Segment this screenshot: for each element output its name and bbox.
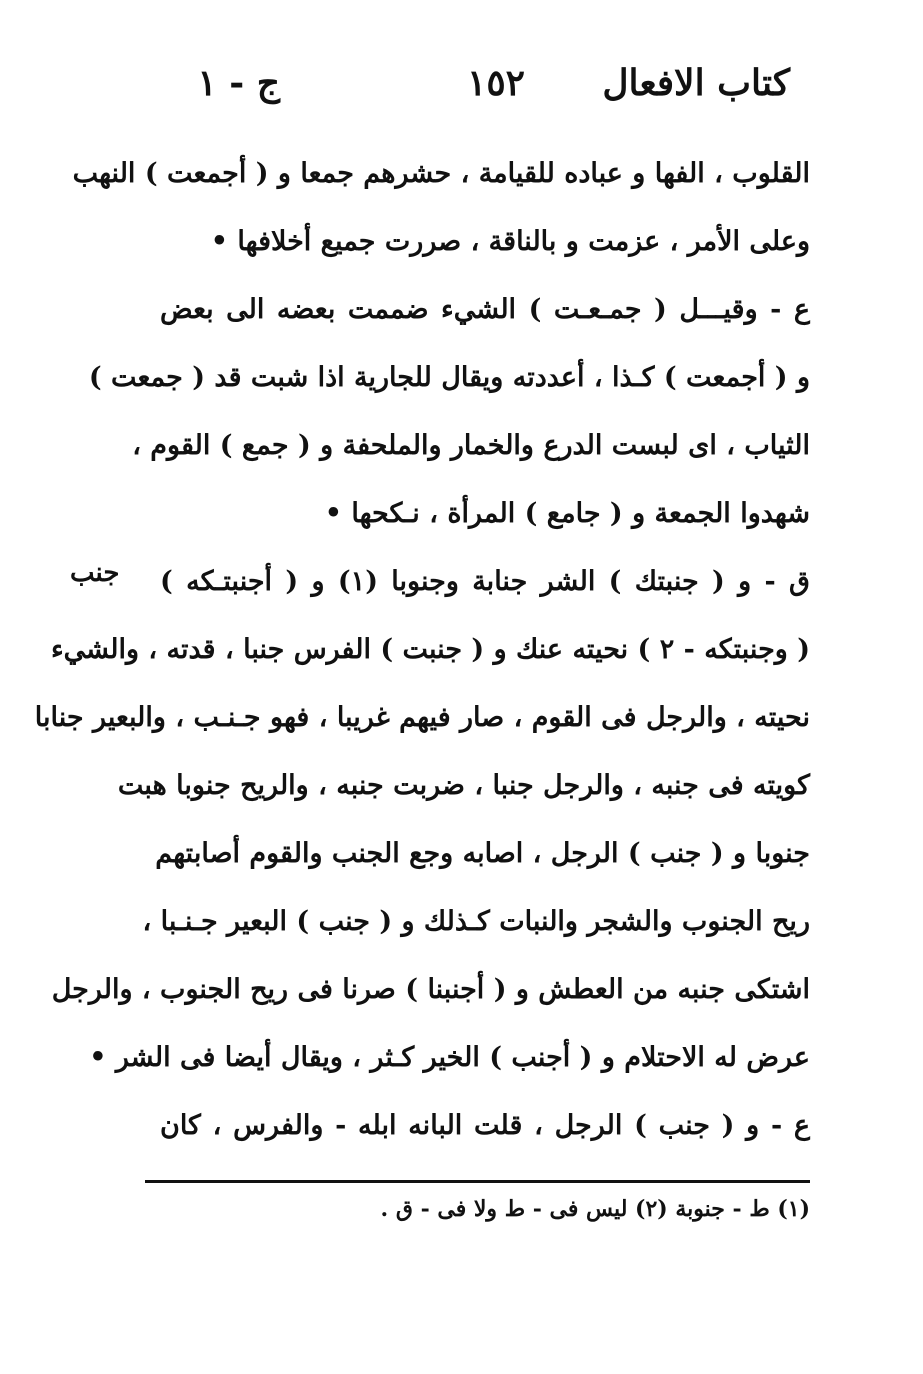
- page-header: [190, 62, 790, 122]
- page-number: ١٥٢: [466, 62, 525, 104]
- text-line: و ( أجمعت ) كـذا ، أعددته ويقال للجارية اذا شبت قد ( جمعت ): [88, 362, 810, 393]
- text-line: ق - و ( جنبتك ) الشر جنابة وجنوبا (١) و ( أجنبتـكه ): [160, 566, 810, 597]
- text-line: ريح الجنوب والشجر والنبات كـذلك و ( جنب ) البعير جـنـبا ،: [142, 906, 810, 937]
- text-line: القلوب ، الفها و عباده للقيامة ، حشرهم جمعا و ( أجمعت ) النهب: [72, 158, 810, 189]
- footnote-divider: [145, 1180, 810, 1183]
- text-line: الثياب ، اى لبست الدرع والخمار والملحفة و ( جمع ) القوم ،: [132, 430, 810, 461]
- volume-number: ج - ١: [197, 62, 280, 104]
- text-line: اشتكى جنبه من العطش و ( أجنبنا ) صرنا فى ريح الجنوب ، والرجل: [51, 974, 810, 1005]
- text-line: عرض له الاحتلام و ( أجنب ) الخير كـثر ، ويقال أيضا فى الشر •: [89, 1042, 810, 1073]
- main-text: [34, 140, 810, 1160]
- text-line: شهدوا الجمعة و ( جامع ) المرأة ، نـكحها •: [324, 498, 810, 529]
- text-line: نحيته ، والرجل فى القوم ، صار فيهم غريبا ، فهو جـنـب ، والبعير جنابا: [34, 702, 810, 733]
- text-line: ع - و ( جنب ) الرجل ، قلت البانه ابله - والفرس ، كان: [160, 1110, 810, 1141]
- text-line: جنوبا و ( جنب ) الرجل ، اصابه وجع الجنب والقوم أصابتهم: [155, 838, 810, 869]
- text-line: ع - وقيـــل ( جمـعـت ) الشيء ضممت بعضه الى بعض: [160, 294, 810, 325]
- book-title: كتاب الافعال: [602, 62, 790, 104]
- margin-headword: جنب: [70, 558, 120, 588]
- text-line: وعلى الأمر ، عزمت و بالناقة ، صررت جميع أخلافها •: [210, 226, 810, 257]
- text-line: كويته فى جنبه ، والرجل جنبا ، ضربت جنبه ، والريح جنوبا هبت: [117, 770, 810, 801]
- text-line: ( وجنبتكه - ٢ ) نحيته عنك و ( جنبت ) الفرس جنبا ، قدته ، والشيء: [50, 634, 810, 665]
- footnote: (١) ط - جنوبة (٢) ليس فى - ط ولا فى - ق .: [380, 1196, 810, 1222]
